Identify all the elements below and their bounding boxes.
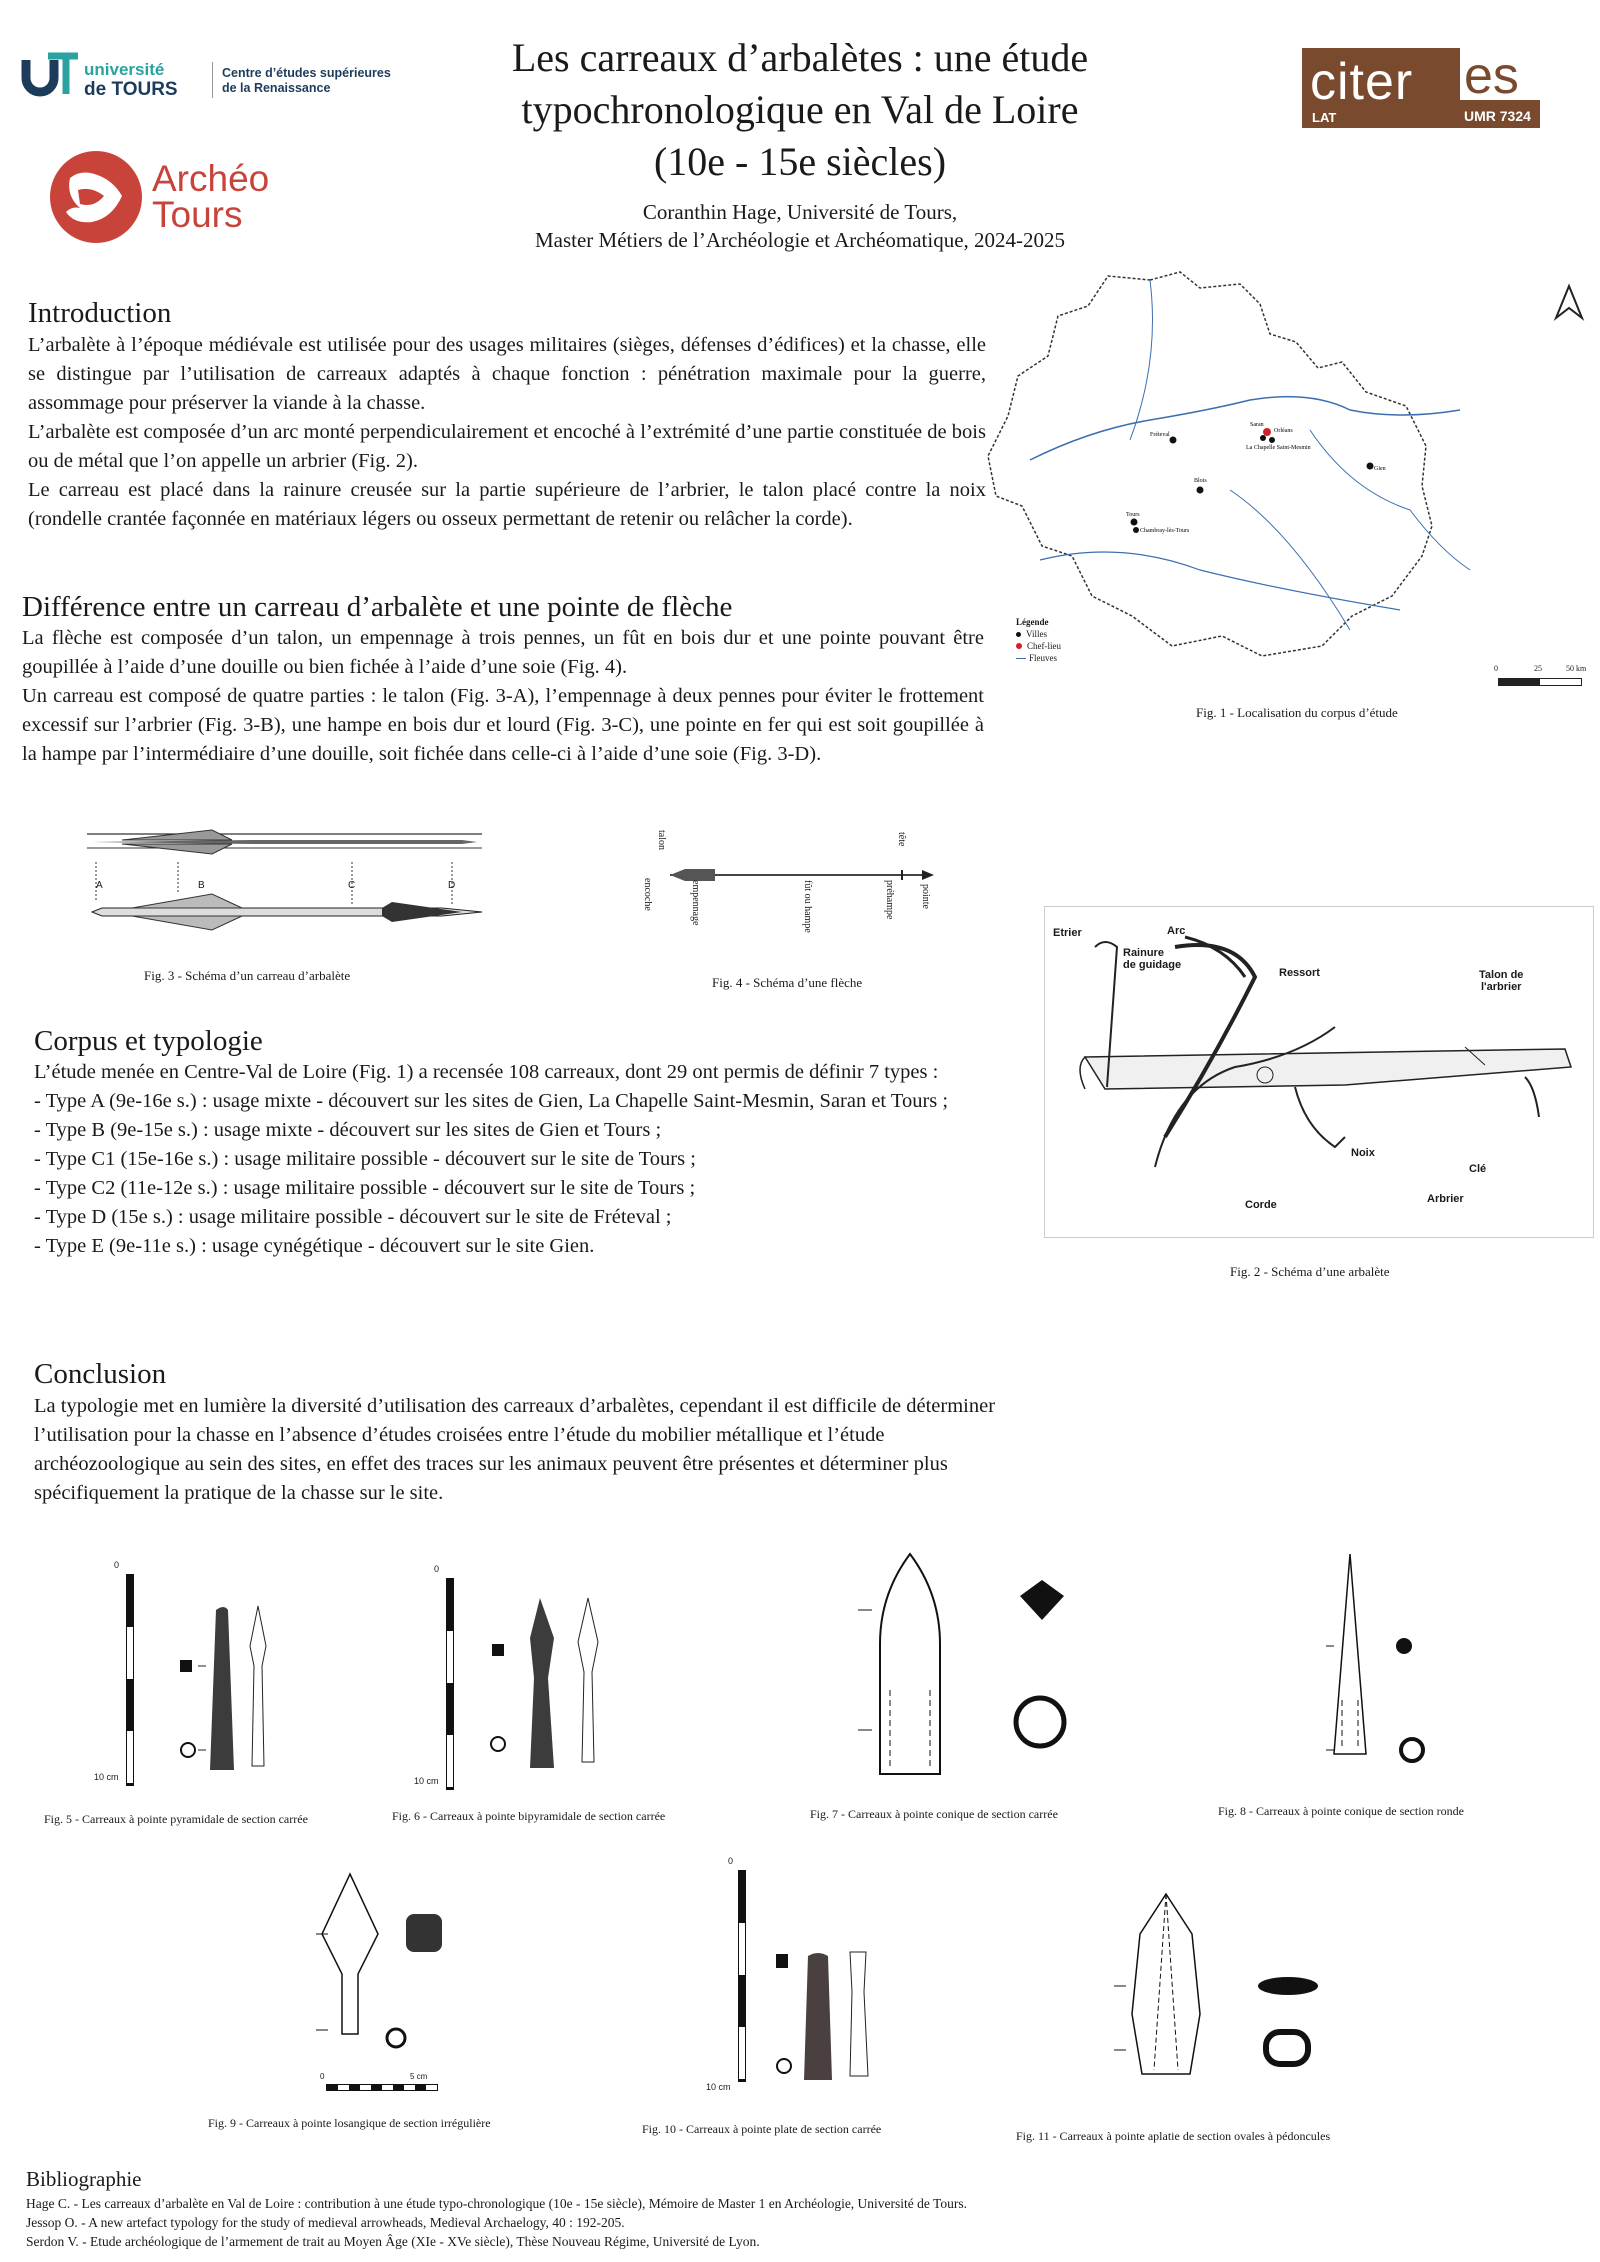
fig10-caption: Fig. 10 - Carreaux à pointe plate de section carrée: [642, 2122, 882, 2136]
fig7-artifacts: [850, 1550, 1090, 1790]
corpus-body: [34, 1058, 1024, 1261]
fig2-caption: Fig. 2 - Schéma d’une arbalète: [1230, 1264, 1390, 1279]
fig2-label-talon: Talon de l'arbrier: [1479, 969, 1524, 993]
fig6-drawing: [490, 1594, 620, 1784]
fig3-label-c: C: [348, 880, 356, 891]
fig4-label-pointe: pointe: [920, 884, 931, 909]
type-c1-item: - Type C1 (15e-16e s.) : usage militaire possible - découvert sur le site de Tours ;: [34, 1148, 696, 1170]
corpus-intro: L’étude menée en Centre-Val de Loire (Fig. 1) a recensée 108 carreaux, dont 29 ont permis de définir 7 types :: [34, 1061, 939, 1083]
fig4-caption: Fig. 4 - Schéma d’une flèche: [712, 975, 863, 990]
scale-label-50: 50 km: [1566, 664, 1587, 673]
intro-body: [28, 331, 986, 534]
fig9-drawing: [310, 1870, 490, 2070]
fig8-caption: Fig. 8 - Carreaux à pointe conique de section ronde: [1218, 1804, 1464, 1818]
fig4-label-talon: talon: [656, 830, 667, 850]
conclusion-heading: Conclusion: [34, 1358, 167, 1390]
fig3-caption: Fig. 3 - Schéma d’un carreau d’arbalète: [144, 968, 351, 983]
map-label-chambray: Chambray-lès-Tours: [1140, 528, 1190, 534]
fig10-artifacts: [700, 1856, 900, 2096]
legend-item-fleuves: Fleuves: [1016, 652, 1061, 664]
fig2-label-corde: Corde: [1245, 1199, 1277, 1211]
fig3-label-a: A: [96, 880, 103, 891]
citeres-es: es: [1460, 48, 1540, 100]
fig2-label-ressort: Ressort: [1279, 967, 1320, 979]
fig10-scale-bar: [738, 1870, 746, 2082]
citeres-lat: LAT: [1312, 110, 1337, 125]
type-c2-item: - Type C2 (11e-12e s.) : usage militaire possible - découvert sur le site de Tours ;: [34, 1177, 696, 1199]
map-city-chef-lieu: [1263, 428, 1271, 436]
fig9-scale-bar: [326, 2084, 438, 2091]
fig7-drawing: [850, 1550, 1090, 1790]
fig6-scale-bar: [446, 1578, 454, 1790]
difference-heading: Différence entre un carreau d’arbalète et une pointe de flèche: [22, 591, 733, 623]
fig7-caption: Fig. 7 - Carreaux à pointe conique de section carrée: [810, 1807, 1058, 1821]
intro-heading: Introduction: [28, 297, 172, 329]
conclusion-body: [34, 1392, 1014, 1508]
legend-title: Légende: [1016, 617, 1049, 627]
fig2-label-cle: Clé: [1469, 1163, 1487, 1175]
fig1-caption: Fig. 1 - Localisation du corpus d’étude: [1196, 705, 1398, 720]
fig4-label-fut: fût ou hampe: [802, 880, 813, 933]
poster-title: [400, 32, 1200, 188]
fig5-caption: Fig. 5 - Carreaux à pointe pyramidale de section carrée: [44, 1812, 308, 1826]
ut-mark-icon: [22, 52, 82, 102]
type-b-item: - Type B (9e-15e s.) : usage mixte - découvert sur les sites de Gien et Tours ;: [34, 1119, 662, 1141]
univ-name-line2: de TOURS: [84, 79, 178, 100]
scale-label-0: 0: [1494, 664, 1498, 673]
crossbow-bolt-schema: [82, 820, 482, 950]
citeres-word: citer: [1310, 53, 1414, 111]
fig10-scale-ten: 10 cm: [706, 2082, 731, 2092]
citeres-logo: [1302, 48, 1540, 128]
conclusion-paragraph: La typologie met en lumière la diversité d’utilisation des carreaux d’arbalètes, cependant il est difficile de déterminer l’utilisation pour la chasse en l’absence d’études croisées entre l’étude du mobilier métallique et l’étude archéozoologique au sein des sites, en effet des traces sur les animaux peuvent être présentes et déterminer plus spécifiquement la pratique de la chasse sur le site.: [34, 1395, 996, 1504]
title-line-3: (10e - 15e siècles): [653, 139, 947, 184]
corpus-heading: Corpus et typologie: [34, 1025, 263, 1057]
fig3-label-b: B: [198, 880, 205, 891]
map-label-freteval: Fréteval: [1150, 432, 1170, 438]
fig10-drawing: [774, 1946, 894, 2086]
fig8-drawing: [1300, 1550, 1460, 1790]
fig4-label-prehampe: préhampe: [884, 880, 895, 920]
difference-body: [22, 624, 984, 769]
fig6-scale-ten: 10 cm: [414, 1776, 439, 1786]
fig4-label-encoche: encoche: [642, 878, 653, 911]
bib-entry-serdon: Serdon V. - Etude archéologique de l’armement de trait au Moyen Âge (XIe - XVe siècle), Thèse Nouveau Régime, Université de Lyon.: [26, 2234, 760, 2249]
type-d-item: - Type D (15e s.) : usage militaire possible - découvert sur le site de Fréteval ;: [34, 1206, 672, 1228]
difference-paragraph-2: Un carreau est composé de quatre parties : le talon (Fig. 3-A), l’empennage à deux pennes pour éviter le frottement excessif sur l’arbrier (Fig. 3-B), une hampe en bois dur et lourd (Fig. 3-C), une pointe en fer qui est soit goupillée à la hampe par l’intermédiaire d’une douille, soit fichée dans celle-ci à l’aide d’une soie (Fig. 3-D).: [22, 685, 984, 765]
fig9-scale-five: 5 cm: [410, 2072, 428, 2081]
fig3-label-d: D: [448, 880, 456, 891]
map-figure: [1010, 260, 1590, 700]
map-label-saran: Saran: [1250, 422, 1264, 428]
univ-name-line1: université: [84, 60, 165, 79]
fig9-scale-zero: 0: [320, 2072, 325, 2081]
map-label-blois: Blois: [1194, 478, 1207, 484]
author-line-2: Master Métiers de l’Archéologie et Archéomatique, 2024-2025: [534, 228, 1066, 252]
fig2-label-arc: Arc: [1167, 925, 1186, 937]
bib-entry-jessop: Jessop O. - A new artefact typology for the study of medieval arrowheads, Medieval Archaelogy, 40 : 192-205.: [26, 2215, 625, 2230]
universite-tours-logo: [22, 52, 212, 107]
cesr-line1: Centre d’études supérieures: [222, 66, 391, 80]
north-arrow-icon: [1554, 284, 1584, 320]
intro-paragraph-1: L’arbalète à l’époque médiévale est utilisée pour des usages militaires (sièges, défenses d’édifices) et la chasse, elle se distingue par l’utilisation de carreaux adaptés à chaque fonction : pénétration maximale pour la guerre, assommage pour préserver la viande à la chasse.: [28, 334, 986, 414]
fig6-artifacts: [414, 1564, 620, 1794]
fig4-arrow-diagram: [640, 830, 940, 940]
arrow-schema: [640, 830, 940, 940]
scale-label-25: 25: [1534, 664, 1542, 673]
fig4-label-tete: tête: [896, 832, 907, 847]
citeres-umr: UMR 7324: [1464, 108, 1531, 124]
region-map: [1010, 260, 1590, 700]
fig11-artifacts: [1110, 1890, 1330, 2090]
fig8-artifacts: [1300, 1550, 1460, 1790]
bib-entry-hage: Hage C. - Les carreaux d’arbalète en Val de Loire : contribution à une étude typo-chronologique (10e - 15e siècle), Mémoire de Master 1 en Archéologie, Université de Tours.: [26, 2196, 967, 2211]
fig2-label-arbrier: Arbrier: [1427, 1193, 1464, 1205]
cesr-line2: de la Renaissance: [222, 81, 331, 95]
archeo-word: Archéo: [152, 158, 270, 199]
intro-paragraph-3: Le carreau est placé dans la rainure creusée sur la partie supérieure de l’arbrier, le talon placé contre la noix (rondelle crantée façonnée en matériaux légers ou osseux permettant de retenir ou relâcher la corde).: [28, 479, 986, 530]
title-line-2: typochronologique en Val de Loire: [521, 87, 1079, 132]
intro-paragraph-2: L’arbalète est composée d’un arc monté perpendiculairement et encoché à l’extrémité d’une partie constituée de bois ou de métal que l’on appelle un arbrier (Fig. 2).: [28, 421, 986, 472]
bibliography-heading: Bibliographie: [26, 2167, 142, 2191]
map-scale-bar: [1498, 678, 1582, 686]
fig9-artifacts: [310, 1870, 490, 2100]
title-line-1: Les carreaux d’arbalètes : une étude: [511, 35, 1089, 80]
map-legend: [1016, 616, 1061, 664]
fig10-scale-zero: 0: [728, 1856, 734, 1866]
type-a-item: - Type A (9e-16e s.) : usage mixte - découvert sur les sites de Gien, La Chapelle Saint-Mesmin, Saran et Tours ;: [34, 1090, 949, 1112]
fig5-scale-zero: 0: [114, 1560, 120, 1570]
fig5-scale-bar: [126, 1574, 134, 1786]
fig6-caption: Fig. 6 - Carreaux à pointe bipyramidale de section carrée: [392, 1809, 666, 1823]
fig2-label-etrier: Etrier: [1053, 927, 1082, 939]
fig6-scale-zero: 0: [434, 1564, 440, 1574]
fig11-caption: Fig. 11 - Carreaux à pointe aplatie de section ovales à pédoncules: [1016, 2129, 1331, 2143]
legend-item-chef-lieu: Chef-lieu: [1016, 640, 1061, 652]
map-label-chapelle: La Chapelle Saint-Mesmin: [1246, 445, 1311, 451]
fig2-crossbow-diagram: [1044, 906, 1594, 1238]
fig9-caption: Fig. 9 - Carreaux à pointe losangique de section irrégulière: [208, 2116, 491, 2130]
fig2-label-noix: Noix: [1351, 1147, 1375, 1159]
logo-divider: [212, 62, 213, 98]
fig5-artifacts: [94, 1560, 300, 1790]
fig5-scale-ten: 10 cm: [94, 1772, 119, 1782]
fig5-drawing: [180, 1600, 290, 1780]
map-label-orleans: Orléans: [1274, 428, 1293, 434]
author-line-1: Coranthin Hage, Université de Tours,: [642, 200, 958, 224]
difference-paragraph-1: La flèche est composée d’un talon, un empennage à trois pennes, un fût en bois dur et une pointe pouvant être goupillée à l’aide d’une douille ou bien fichée à l’aide d’une soie (Fig. 4).: [22, 627, 984, 678]
legend-item-villes: Villes: [1016, 628, 1061, 640]
fig3-bolt-diagram: [82, 820, 482, 950]
fig4-label-empennage: empennage: [690, 880, 701, 926]
author-block: [400, 198, 1200, 254]
map-label-gien: Gien: [1374, 466, 1386, 472]
tours-word: Tours: [152, 194, 243, 235]
fig2-label-rainure: Rainure de guidage: [1123, 947, 1182, 971]
type-e-item: - Type E (9e-11e s.) : usage cynégétique - découvert sur le site Gien.: [34, 1235, 595, 1257]
archeo-tours-logo: [48, 150, 288, 245]
map-label-tours: Tours: [1126, 512, 1140, 518]
cesr-logo-text: [222, 66, 391, 96]
archeo-vase-icon: [48, 150, 148, 245]
fig11-drawing: [1110, 1890, 1330, 2090]
